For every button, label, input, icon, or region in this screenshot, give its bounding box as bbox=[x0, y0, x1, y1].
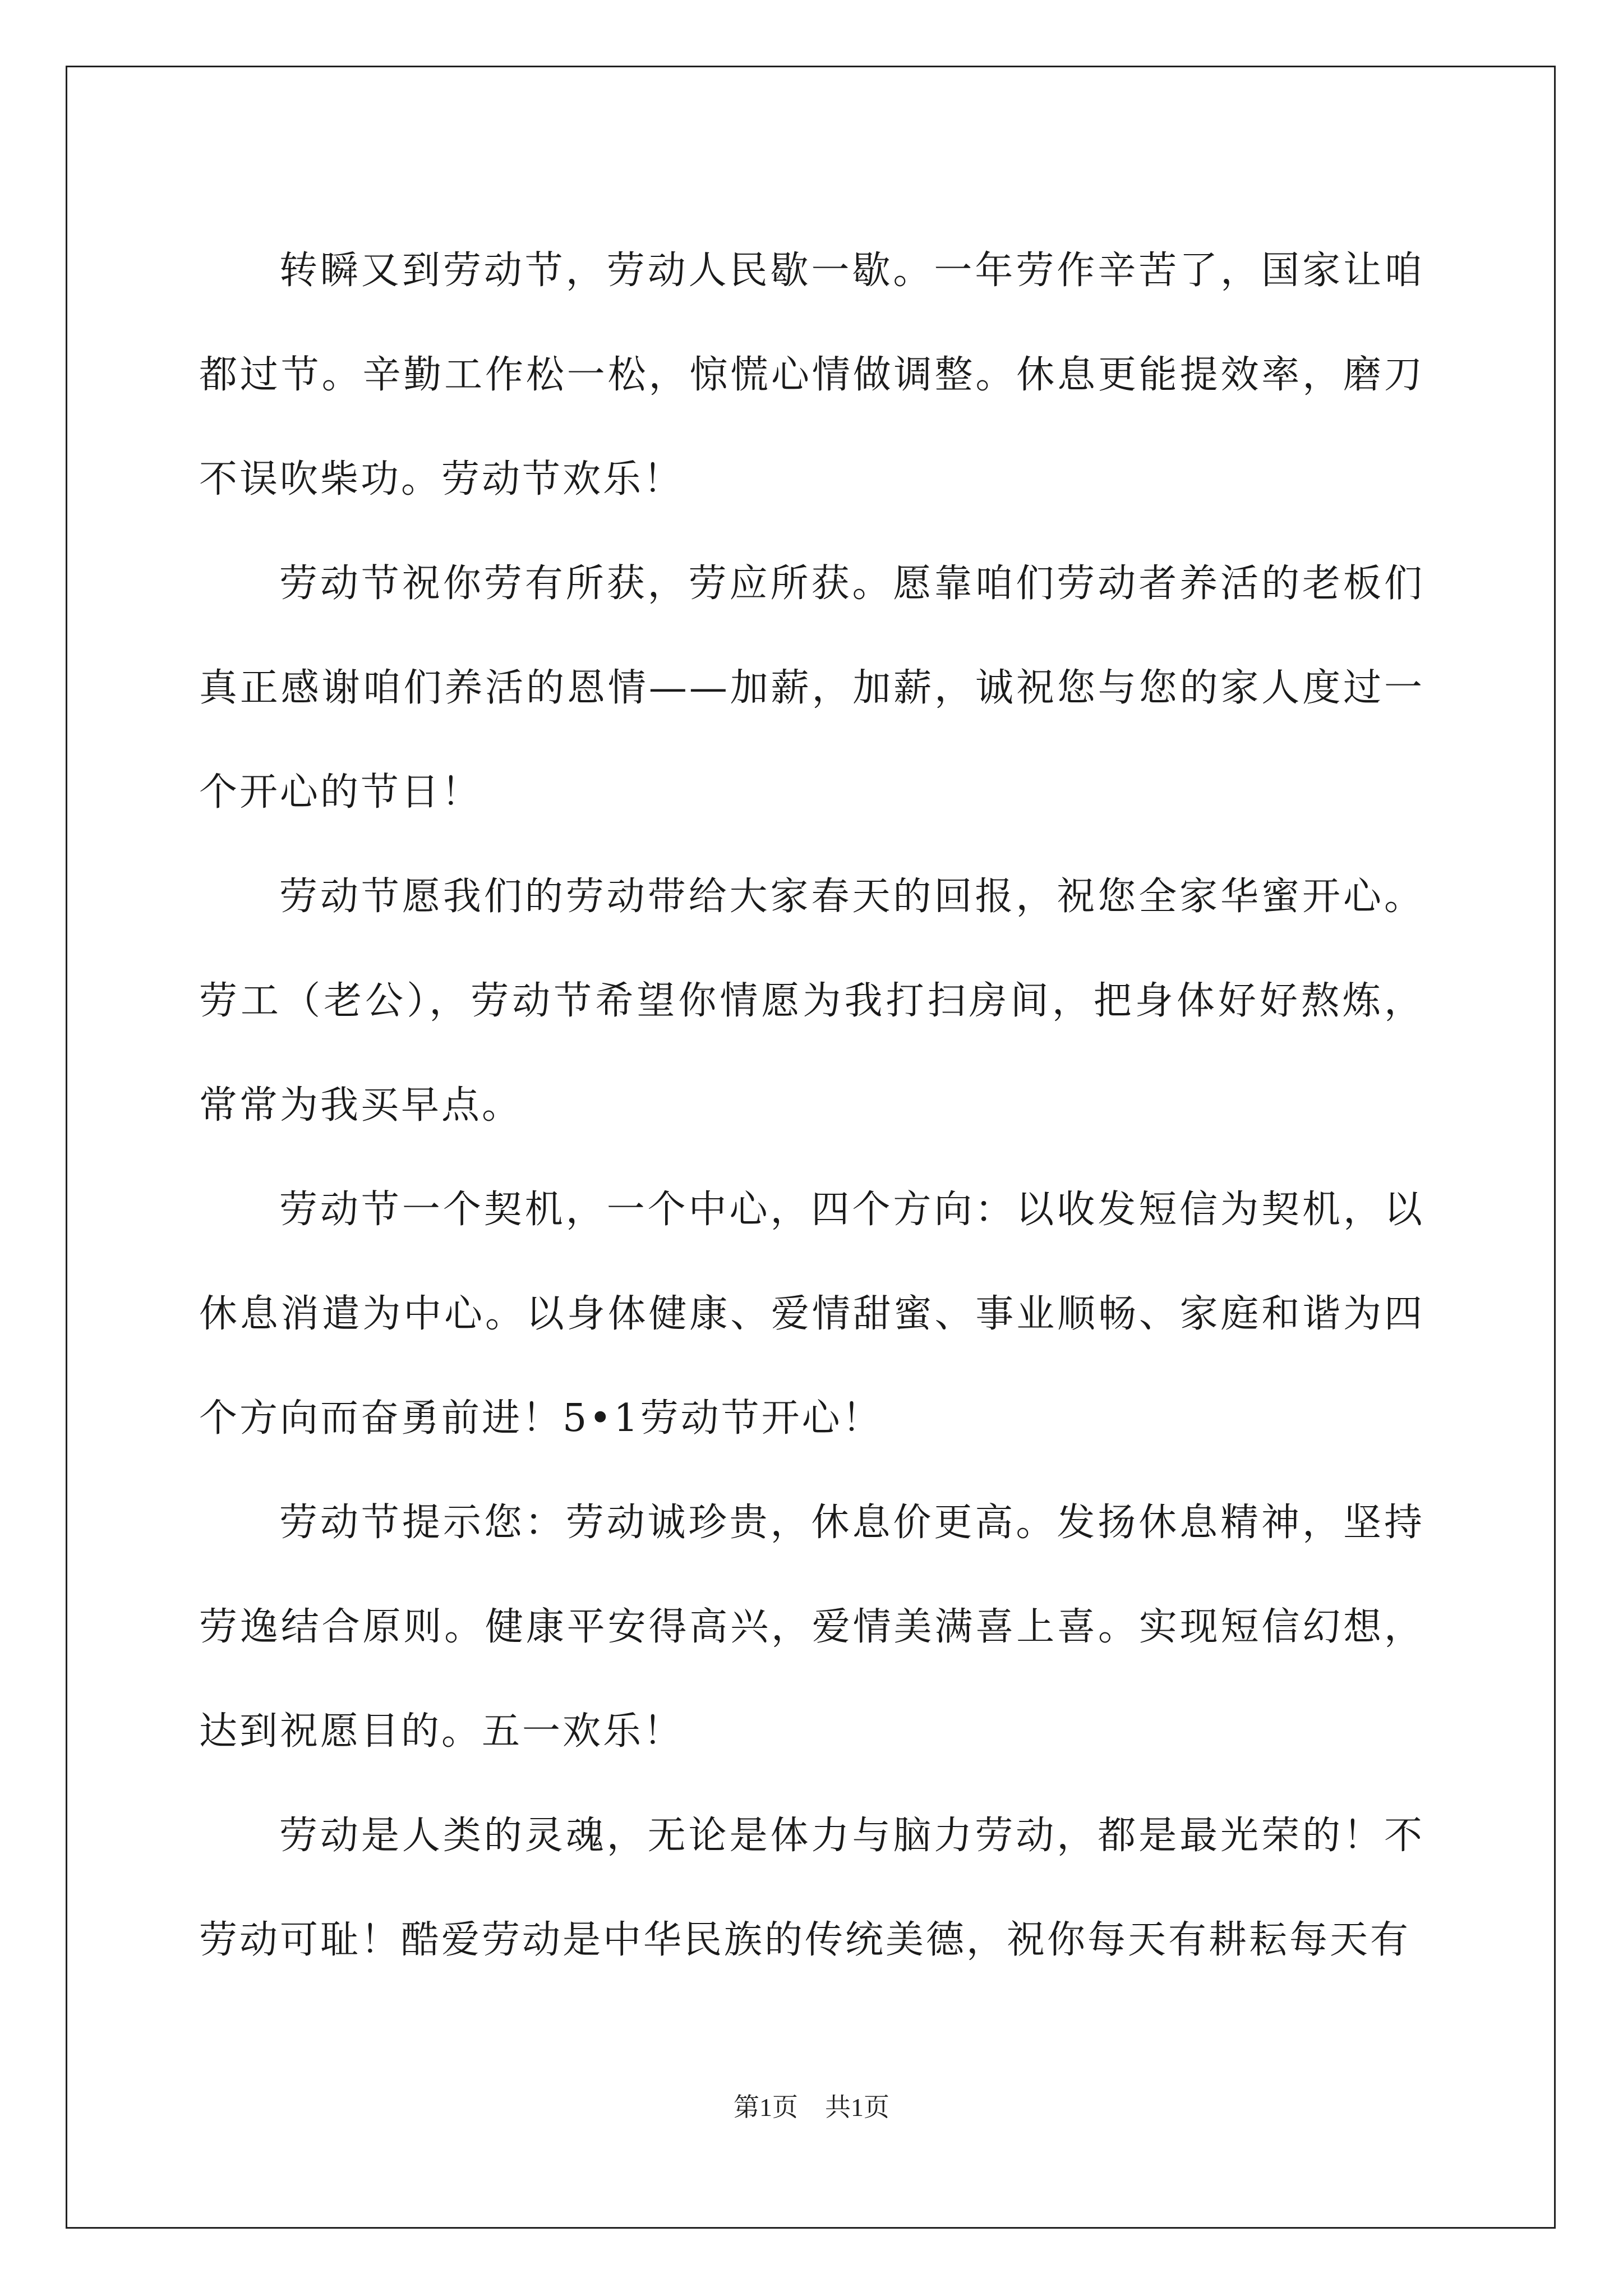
paragraph-6: 劳动是人类的灵魂，无论是体力与脑力劳动，都是最光荣的！不劳动可耻！酷爱劳动是中华民族的传统美德，祝你每天有耕耘每天有 bbox=[199, 1814, 1424, 1962]
paragraph-3: 劳动节愿我们的劳动带给大家春天的回报，祝您全家华蜜开心。劳工（老公），劳动节希望你情愿为我打扫房间，把身体好好熬炼，常常为我买早点。 bbox=[199, 875, 1424, 1128]
paragraph-5: 劳动节提示您：劳动诚珍贵，休息价更高。发扬休息精神，坚持劳逸结合原则。健康平安得高兴，爱情美满喜上喜。实现短信幻想，达到祝愿目的。五一欢乐！ bbox=[199, 1501, 1424, 1754]
document-body bbox=[199, 219, 1424, 1993]
page-number: 第1页 bbox=[734, 2093, 798, 2122]
paragraph-4: 劳动节一个契机，一个中心，四个方向：以收发短信为契机，以休息消遣为中心。以身体健康、爱情甜蜜、事业顺畅、家庭和谐为四个方向而奋勇前进！5•1劳动节开心！ bbox=[199, 1188, 1424, 1441]
paragraph-1: 转瞬又到劳动节，劳动人民歇一歇。一年劳作辛苦了，国家让咱都过节。辛勤工作松一松，惊慌心情做调整。休息更能提效率，磨刀不误吹柴功。劳动节欢乐！ bbox=[199, 249, 1424, 501]
page-count: 共1页 bbox=[825, 2093, 889, 2122]
page-footer bbox=[0, 2091, 1623, 2124]
paragraph-2: 劳动节祝你劳有所获，劳应所获。愿靠咱们劳动者养活的老板们真正感谢咱们养活的恩情——加薪，加薪，诚祝您与您的家人度过一个开心的节日！ bbox=[199, 562, 1424, 815]
